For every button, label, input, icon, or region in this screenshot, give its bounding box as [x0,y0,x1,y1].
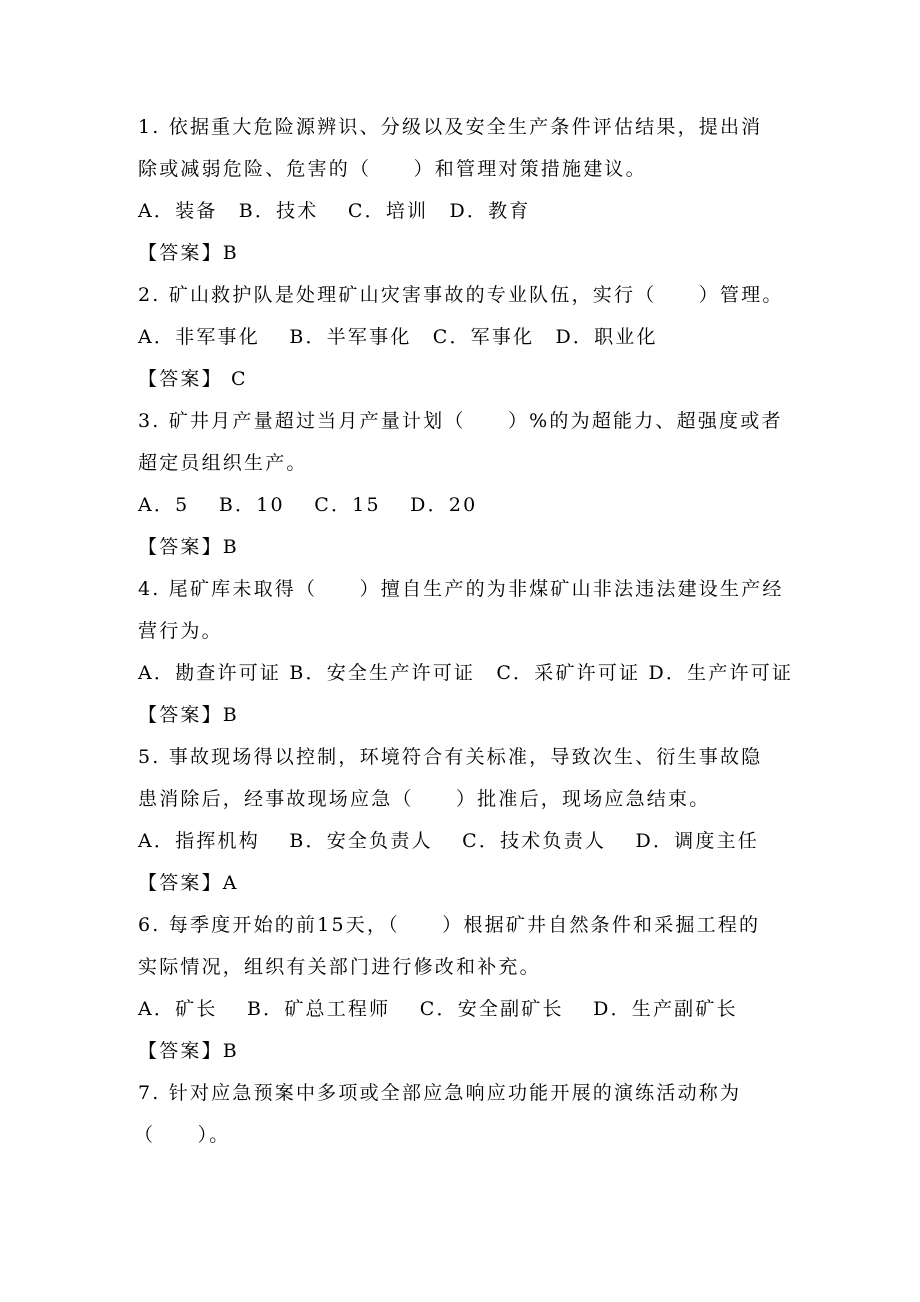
question-text-line: 6. 每季度开始的前15天，（ ）根据矿井自然条件和采掘工程的 [138,914,761,936]
question-text-line: 患消除后，经事故现场应急（ ）批准后，现场应急结束。 [138,788,711,810]
question-options: A．指挥机构 B．安全负责人 C．技术负责人 D．调度主任 [138,830,759,852]
question-text-line: 营行为。 [138,620,223,642]
question-5 [138,736,798,904]
question-text-line: 实际情况，组织有关部门进行修改和补充。 [138,956,541,978]
question-6 [138,904,798,1072]
question-answer: 【答案】B [138,536,239,558]
question-answer: 【答案】B [138,704,239,726]
question-answer: 【答案】B [138,1040,239,1062]
question-options: A．矿长 B．矿总工程师 C．安全副矿长 D．生产副矿长 [138,998,738,1020]
question-text-line: 3. 矿井月产量超过当月产量计划（ ）%的为超能力、超强度或者 [138,410,783,432]
question-1 [138,106,798,274]
question-text-line: 1. 依据重大危险源辨识、分级以及安全生产条件评估结果，提出消 [138,116,763,138]
question-answer: 【答案】B [138,242,239,264]
question-options: A．勘查许可证 B．安全生产许可证 C．采矿许可证 D．生产许可证 [138,662,794,684]
question-answer: 【答案】 C [138,368,248,390]
question-list [134,106,798,1156]
question-7 [134,1072,798,1156]
question-text-line: 5. 事故现场得以控制，环境符合有关标准，导致次生、衍生事故隐 [138,746,763,768]
question-2 [138,274,798,400]
question-text-line: 2. 矿山救护队是处理矿山灾害事故的专业队伍，实行（ ）管理。 [138,284,784,306]
question-text-line: （ ）。 [134,1124,231,1146]
question-3 [138,400,798,568]
question-text-line: 4. 尾矿库未取得（ ）擅自生产的为非煤矿山非法违法建设生产经 [138,578,784,600]
question-text-line: 7. 针对应急预案中多项或全部应急响应功能开展的演练活动称为 [138,1082,742,1104]
question-4 [138,568,798,736]
question-text-line: 除或减弱危险、危害的（ ）和管理对策措施建议。 [138,158,647,180]
question-options: A．5 B．10 C．15 D．20 [138,494,478,516]
question-answer: 【答案】A [138,872,239,894]
question-options: A．装备 B．技术 C．培训 D．教育 [138,200,531,222]
question-options: A．非军事化 B．半军事化 C．军事化 D．职业化 [138,326,658,348]
question-text-line: 超定员组织生产。 [138,452,308,474]
